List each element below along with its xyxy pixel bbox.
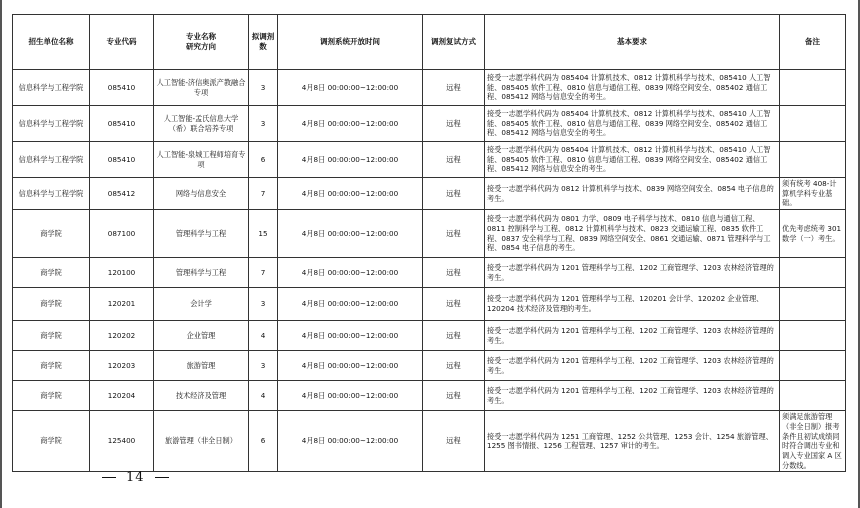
note-cell [780, 142, 846, 178]
table-row [13, 70, 846, 106]
unit-cell: 信息科学与工程学院 [13, 142, 90, 178]
time-cell: 4月8日 00:00:00~12:00:00 [278, 106, 423, 142]
major-cell: 会计学 [154, 288, 249, 321]
code-cell: 120100 [90, 258, 154, 288]
code-cell: 120203 [90, 351, 154, 381]
header-note: 备注 [780, 15, 846, 70]
req-cell: 接受一志愿学科代码为 085404 计算机技术、0812 计算机科学与技术、085410 人工智能、085405 软件工程、0810 信息与通信工程、0839 网络空间安全、085402 通信工程、085412 网络与信息安全的考生。 [485, 106, 780, 142]
major-cell: 企业管理 [154, 321, 249, 351]
table-row [13, 106, 846, 142]
code-cell: 120204 [90, 381, 154, 411]
num-cell: 6 [249, 411, 278, 472]
dash-right [155, 477, 169, 478]
major-cell: 人工智能-孟氏信息大学（希）联合培养专项 [154, 106, 249, 142]
unit-cell: 信息科学与工程学院 [13, 106, 90, 142]
req-cell: 接受一志愿学科代码为 1201 管理科学与工程、1202 工商管理学、1203 农林经济管理的考生。 [485, 381, 780, 411]
note-cell: 须满足旅游管理（非全日制）报考条件且初试成绩同时符合调出专业和调入专业国家 A 区分数线。 [780, 411, 846, 472]
unit-cell: 信息科学与工程学院 [13, 178, 90, 210]
num-cell: 15 [249, 210, 278, 258]
table-row [13, 381, 846, 411]
time-cell: 4月8日 00:00:00~12:00:00 [278, 70, 423, 106]
mode-cell: 远程 [423, 258, 485, 288]
table-row [13, 411, 846, 472]
time-cell: 4月8日 00:00:00~12:00:00 [278, 321, 423, 351]
req-cell: 接受一志愿学科代码为 085404 计算机技术、0812 计算机科学与技术、085410 人工智能、085405 软件工程、0810 信息与通信工程、0839 网络空间安全、085402 通信工程、085412 网络与信息安全的考生。 [485, 70, 780, 106]
table-row [13, 258, 846, 288]
unit-cell: 信息科学与工程学院 [13, 70, 90, 106]
table-row [13, 142, 846, 178]
mode-cell: 远程 [423, 142, 485, 178]
unit-cell: 商学院 [13, 258, 90, 288]
num-cell: 3 [249, 351, 278, 381]
note-cell [780, 106, 846, 142]
time-cell: 4月8日 00:00:00~12:00:00 [278, 288, 423, 321]
major-cell: 人工智能-济信奥派产教融合专项 [154, 70, 249, 106]
time-cell: 4月8日 00:00:00~12:00:00 [278, 381, 423, 411]
adjustment-table [12, 14, 846, 472]
page-number-text: 14 [126, 470, 145, 485]
req-cell: 接受一志愿学科代码为 1201 管理科学与工程、1202 工商管理学、1203 农林经济管理的考生。 [485, 258, 780, 288]
note-cell [780, 288, 846, 321]
num-cell: 6 [249, 142, 278, 178]
code-cell: 085412 [90, 178, 154, 210]
note-cell [780, 381, 846, 411]
code-cell: 085410 [90, 106, 154, 142]
time-cell: 4月8日 00:00:00~12:00:00 [278, 411, 423, 472]
time-cell: 4月8日 00:00:00~12:00:00 [278, 178, 423, 210]
unit-cell: 商学院 [13, 411, 90, 472]
unit-cell: 商学院 [13, 210, 90, 258]
mode-cell: 远程 [423, 70, 485, 106]
req-cell: 接受一志愿学科代码为 0812 计算机科学与技术、0839 网络空间安全、0854 电子信息的考生。 [485, 178, 780, 210]
req-cell: 接受一志愿学科代码为 1201 管理科学与工程、1202 工商管理学、1203 农林经济管理的考生。 [485, 321, 780, 351]
mode-cell: 远程 [423, 288, 485, 321]
header-unit: 招生单位名称 [13, 15, 90, 70]
req-cell: 接受一志愿学科代码为 1201 管理科学与工程、1202 工商管理学、1203 农林经济管理的考生。 [485, 351, 780, 381]
num-cell: 3 [249, 106, 278, 142]
unit-cell: 商学院 [13, 351, 90, 381]
mode-cell: 远程 [423, 411, 485, 472]
unit-cell: 商学院 [13, 321, 90, 351]
mode-cell: 远程 [423, 210, 485, 258]
mode-cell: 远程 [423, 351, 485, 381]
num-cell: 4 [249, 381, 278, 411]
table-row [13, 321, 846, 351]
major-cell: 管理科学与工程 [154, 210, 249, 258]
note-cell: 须有统考 408-计算机学科专业基础。 [780, 178, 846, 210]
unit-cell: 商学院 [13, 381, 90, 411]
code-cell: 120202 [90, 321, 154, 351]
page-number [92, 470, 179, 485]
note-cell [780, 351, 846, 381]
note-cell [780, 258, 846, 288]
req-cell: 接受一志愿学科代码为 085404 计算机技术、0812 计算机科学与技术、085410 人工智能、085405 软件工程、0810 信息与通信工程、0839 网络空间安全、085402 通信工程、085412 网络与信息安全的考生。 [485, 142, 780, 178]
header-major: 专业名称 研究方向 [154, 15, 249, 70]
code-cell: 125400 [90, 411, 154, 472]
num-cell: 3 [249, 70, 278, 106]
header-time: 调剂系统开放时间 [278, 15, 423, 70]
code-cell: 085410 [90, 142, 154, 178]
num-cell: 7 [249, 258, 278, 288]
code-cell: 085410 [90, 70, 154, 106]
major-cell: 人工智能-泉城工程师培育专项 [154, 142, 249, 178]
req-cell: 接受一志愿学科代码为 1201 管理科学与工程、120201 会计学、120202 企业管理、120204 技术经济及管理的考生。 [485, 288, 780, 321]
time-cell: 4月8日 00:00:00~12:00:00 [278, 210, 423, 258]
table-row [13, 210, 846, 258]
header-mode: 调剂复试方式 [423, 15, 485, 70]
major-cell: 旅游管理 [154, 351, 249, 381]
major-cell: 技术经济及管理 [154, 381, 249, 411]
page-frame-left [0, 0, 2, 508]
table-row [13, 288, 846, 321]
mode-cell: 远程 [423, 178, 485, 210]
num-cell: 4 [249, 321, 278, 351]
num-cell: 3 [249, 288, 278, 321]
note-cell [780, 70, 846, 106]
mode-cell: 远程 [423, 321, 485, 351]
time-cell: 4月8日 00:00:00~12:00:00 [278, 142, 423, 178]
table-row [13, 178, 846, 210]
table-row [13, 351, 846, 381]
num-cell: 7 [249, 178, 278, 210]
req-cell: 接受一志愿学科代码为 0801 力学、0809 电子科学与技术、0810 信息与通信工程、0811 控制科学与工程、0812 计算机科学与技术、0823 交通运输工程、0835 软件工程、0837 安全科学与工程、0839 网络空间安全、0861 交通运输、0871 管理科学与工程、0854 电子信息的考生。 [485, 210, 780, 258]
unit-cell: 商学院 [13, 288, 90, 321]
dash-left [102, 477, 116, 478]
header-num: 拟调剂数 [249, 15, 278, 70]
code-cell: 087100 [90, 210, 154, 258]
note-cell: 优先考虑统考 301 数学（一）考生。 [780, 210, 846, 258]
time-cell: 4月8日 00:00:00~12:00:00 [278, 258, 423, 288]
time-cell: 4月8日 00:00:00~12:00:00 [278, 351, 423, 381]
mode-cell: 远程 [423, 381, 485, 411]
code-cell: 120201 [90, 288, 154, 321]
note-cell [780, 321, 846, 351]
major-cell: 旅游管理（非全日制） [154, 411, 249, 472]
mode-cell: 远程 [423, 106, 485, 142]
major-cell: 管理科学与工程 [154, 258, 249, 288]
req-cell: 接受一志愿学科代码为 1251 工商管理、1252 公共管理、1253 会计、1254 旅游管理、1255 图书情报、1256 工程管理、1257 审计的考生。 [485, 411, 780, 472]
table-header-row [13, 15, 846, 70]
major-cell: 网络与信息安全 [154, 178, 249, 210]
header-code: 专业代码 [90, 15, 154, 70]
header-req: 基本要求 [485, 15, 780, 70]
